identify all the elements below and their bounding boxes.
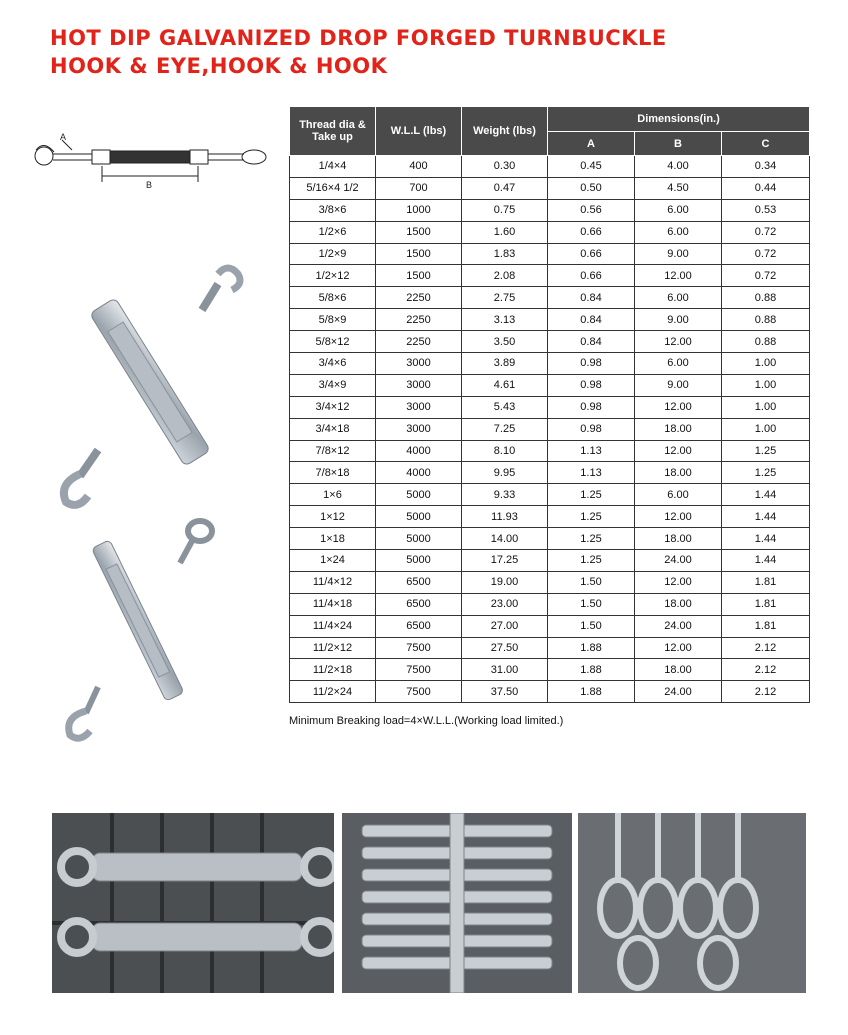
cell-dim-a: 1.13 bbox=[548, 440, 635, 462]
cell-dim-c: 1.25 bbox=[722, 440, 810, 462]
cell-dim-c: 1.44 bbox=[722, 506, 810, 528]
cell-thread: 1/2×12 bbox=[290, 265, 376, 287]
photo-turnbuckle-stack bbox=[342, 813, 572, 993]
cell-weight: 7.25 bbox=[462, 418, 548, 440]
cell-wll: 3000 bbox=[376, 396, 462, 418]
cell-thread: 11/4×18 bbox=[290, 593, 376, 615]
cell-weight: 0.75 bbox=[462, 199, 548, 221]
cell-wll: 6500 bbox=[376, 615, 462, 637]
cell-dim-a: 0.98 bbox=[548, 374, 635, 396]
cell-dim-b: 24.00 bbox=[635, 550, 722, 572]
specification-table bbox=[289, 106, 810, 703]
cell-wll: 3000 bbox=[376, 353, 462, 375]
cell-dim-a: 1.88 bbox=[548, 637, 635, 659]
cell-dim-a: 1.50 bbox=[548, 571, 635, 593]
cell-dim-c: 1.00 bbox=[722, 418, 810, 440]
cell-wll: 2250 bbox=[376, 309, 462, 331]
cell-weight: 31.00 bbox=[462, 659, 548, 681]
cell-dim-b: 9.00 bbox=[635, 243, 722, 265]
cell-thread: 7/8×12 bbox=[290, 440, 376, 462]
cell-dim-b: 6.00 bbox=[635, 287, 722, 309]
header-wll: W.L.L (lbs) bbox=[376, 107, 462, 156]
specification-table-body bbox=[290, 156, 810, 703]
cell-thread: 1×24 bbox=[290, 550, 376, 572]
cell-weight: 37.50 bbox=[462, 681, 548, 703]
cell-dim-c: 2.12 bbox=[722, 659, 810, 681]
table-row bbox=[290, 571, 810, 593]
cell-dim-c: 0.72 bbox=[722, 221, 810, 243]
cell-dim-a: 0.84 bbox=[548, 287, 635, 309]
cell-thread: 11/4×12 bbox=[290, 571, 376, 593]
table-row bbox=[290, 462, 810, 484]
cell-dim-b: 12.00 bbox=[635, 506, 722, 528]
table-row bbox=[290, 331, 810, 353]
cell-weight: 27.00 bbox=[462, 615, 548, 637]
cell-thread: 3/8×6 bbox=[290, 199, 376, 221]
cell-thread: 1/4×4 bbox=[290, 156, 376, 178]
table-row bbox=[290, 353, 810, 375]
header-dim-c: C bbox=[722, 132, 810, 156]
cell-dim-c: 0.88 bbox=[722, 309, 810, 331]
cell-wll: 7500 bbox=[376, 681, 462, 703]
cell-dim-c: 1.00 bbox=[722, 396, 810, 418]
cell-dim-a: 1.50 bbox=[548, 593, 635, 615]
cell-dim-b: 9.00 bbox=[635, 374, 722, 396]
cell-weight: 3.13 bbox=[462, 309, 548, 331]
cell-dim-a: 1.25 bbox=[548, 506, 635, 528]
cell-dim-a: 1.13 bbox=[548, 462, 635, 484]
cell-dim-c: 1.44 bbox=[722, 484, 810, 506]
cell-dim-c: 1.25 bbox=[722, 462, 810, 484]
table-row bbox=[290, 440, 810, 462]
cell-dim-b: 18.00 bbox=[635, 659, 722, 681]
cell-thread: 11/2×18 bbox=[290, 659, 376, 681]
cell-wll: 1500 bbox=[376, 265, 462, 287]
cell-weight: 3.50 bbox=[462, 331, 548, 353]
cell-dim-a: 1.88 bbox=[548, 659, 635, 681]
cell-thread: 5/8×6 bbox=[290, 287, 376, 309]
table-row bbox=[290, 243, 810, 265]
photo-eye-turnbuckles bbox=[578, 813, 806, 993]
title-line-1: HOT DIP GALVANIZED DROP FORGED TURNBUCKLE bbox=[50, 26, 667, 50]
cell-weight: 8.10 bbox=[462, 440, 548, 462]
cell-weight: 9.95 bbox=[462, 462, 548, 484]
cell-dim-c: 1.81 bbox=[722, 593, 810, 615]
cell-dim-b: 12.00 bbox=[635, 637, 722, 659]
cell-wll: 400 bbox=[376, 156, 462, 178]
cell-wll: 1500 bbox=[376, 243, 462, 265]
header-weight: Weight (lbs) bbox=[462, 107, 548, 156]
cell-dim-a: 0.66 bbox=[548, 265, 635, 287]
cell-dim-a: 1.88 bbox=[548, 681, 635, 703]
cell-weight: 27.50 bbox=[462, 637, 548, 659]
cell-dim-b: 6.00 bbox=[635, 221, 722, 243]
cell-thread: 3/4×9 bbox=[290, 374, 376, 396]
cell-thread: 5/8×9 bbox=[290, 309, 376, 331]
cell-dim-b: 12.00 bbox=[635, 440, 722, 462]
cell-dim-c: 0.34 bbox=[722, 156, 810, 178]
cell-thread: 3/4×6 bbox=[290, 353, 376, 375]
cell-weight: 1.60 bbox=[462, 221, 548, 243]
cell-weight: 11.93 bbox=[462, 506, 548, 528]
table-row bbox=[290, 199, 810, 221]
cell-dim-a: 1.25 bbox=[548, 550, 635, 572]
cell-dim-c: 1.81 bbox=[722, 571, 810, 593]
cell-weight: 1.83 bbox=[462, 243, 548, 265]
dimension-label-b: B bbox=[146, 180, 153, 190]
table-row bbox=[290, 506, 810, 528]
table-row bbox=[290, 550, 810, 572]
cell-weight: 23.00 bbox=[462, 593, 548, 615]
cell-weight: 4.61 bbox=[462, 374, 548, 396]
cell-wll: 1000 bbox=[376, 199, 462, 221]
table-row bbox=[290, 287, 810, 309]
dimension-label-a: A bbox=[60, 132, 67, 142]
cell-dim-c: 0.88 bbox=[722, 287, 810, 309]
header-dim-a: A bbox=[548, 132, 635, 156]
cell-dim-a: 0.98 bbox=[548, 396, 635, 418]
cell-thread: 1×6 bbox=[290, 484, 376, 506]
header-dim-b: B bbox=[635, 132, 722, 156]
photo-jaw-turnbuckles bbox=[52, 813, 334, 993]
hook-hook-turnbuckle-image bbox=[40, 262, 280, 512]
cell-dim-c: 0.44 bbox=[722, 177, 810, 199]
cell-dim-a: 1.25 bbox=[548, 528, 635, 550]
cell-wll: 3000 bbox=[376, 374, 462, 396]
cell-dim-a: 0.98 bbox=[548, 418, 635, 440]
cell-dim-a: 0.66 bbox=[548, 221, 635, 243]
cell-dim-c: 1.44 bbox=[722, 528, 810, 550]
cell-dim-b: 9.00 bbox=[635, 309, 722, 331]
cell-thread: 7/8×18 bbox=[290, 462, 376, 484]
cell-thread: 5/16×4 1/2 bbox=[290, 177, 376, 199]
cell-dim-b: 24.00 bbox=[635, 681, 722, 703]
cell-weight: 3.89 bbox=[462, 353, 548, 375]
cell-dim-a: 0.84 bbox=[548, 309, 635, 331]
cell-thread: 1/2×6 bbox=[290, 221, 376, 243]
cell-dim-b: 6.00 bbox=[635, 353, 722, 375]
cell-dim-c: 0.88 bbox=[722, 331, 810, 353]
cell-dim-a: 1.50 bbox=[548, 615, 635, 637]
table-row bbox=[290, 528, 810, 550]
breaking-load-note: Minimum Breaking load=4×W.L.L.(Working load limited.) bbox=[289, 715, 564, 727]
cell-dim-b: 6.00 bbox=[635, 199, 722, 221]
cell-dim-b: 12.00 bbox=[635, 396, 722, 418]
cell-thread: 1×18 bbox=[290, 528, 376, 550]
cell-wll: 5000 bbox=[376, 550, 462, 572]
cell-dim-c: 1.00 bbox=[722, 353, 810, 375]
cell-wll: 2250 bbox=[376, 331, 462, 353]
cell-wll: 1500 bbox=[376, 221, 462, 243]
cell-wll: 2250 bbox=[376, 287, 462, 309]
cell-thread: 1×12 bbox=[290, 506, 376, 528]
header-dimensions: Dimensions(in.) bbox=[548, 107, 810, 132]
cell-wll: 4000 bbox=[376, 462, 462, 484]
cell-dim-b: 24.00 bbox=[635, 615, 722, 637]
cell-dim-a: 0.56 bbox=[548, 199, 635, 221]
cell-dim-b: 6.00 bbox=[635, 484, 722, 506]
cell-thread: 11/4×24 bbox=[290, 615, 376, 637]
cell-wll: 5000 bbox=[376, 484, 462, 506]
cell-wll: 6500 bbox=[376, 593, 462, 615]
table-row bbox=[290, 681, 810, 703]
cell-dim-c: 1.00 bbox=[722, 374, 810, 396]
table-row bbox=[290, 615, 810, 637]
cell-dim-a: 0.84 bbox=[548, 331, 635, 353]
cell-weight: 9.33 bbox=[462, 484, 548, 506]
cell-wll: 7500 bbox=[376, 659, 462, 681]
cell-dim-b: 18.00 bbox=[635, 593, 722, 615]
cell-dim-c: 1.44 bbox=[722, 550, 810, 572]
table-row bbox=[290, 418, 810, 440]
cell-thread: 3/4×18 bbox=[290, 418, 376, 440]
cell-dim-a: 0.50 bbox=[548, 177, 635, 199]
cell-weight: 17.25 bbox=[462, 550, 548, 572]
cell-dim-c: 2.12 bbox=[722, 681, 810, 703]
cell-thread: 5/8×12 bbox=[290, 331, 376, 353]
table-row bbox=[290, 637, 810, 659]
cell-dim-a: 0.66 bbox=[548, 243, 635, 265]
cell-weight: 2.08 bbox=[462, 265, 548, 287]
cell-wll: 5000 bbox=[376, 528, 462, 550]
cell-dim-b: 18.00 bbox=[635, 418, 722, 440]
cell-thread: 3/4×12 bbox=[290, 396, 376, 418]
cell-thread: 11/2×12 bbox=[290, 637, 376, 659]
cell-dim-a: 0.98 bbox=[548, 353, 635, 375]
cell-weight: 5.43 bbox=[462, 396, 548, 418]
table-row bbox=[290, 177, 810, 199]
cell-dim-c: 0.53 bbox=[722, 199, 810, 221]
cell-dim-c: 2.12 bbox=[722, 637, 810, 659]
table-row bbox=[290, 221, 810, 243]
cell-thread: 1/2×9 bbox=[290, 243, 376, 265]
cell-weight: 2.75 bbox=[462, 287, 548, 309]
title-line-2: HOOK & EYE,HOOK & HOOK bbox=[50, 54, 388, 78]
cell-dim-b: 4.50 bbox=[635, 177, 722, 199]
cell-dim-c: 0.72 bbox=[722, 243, 810, 265]
table-row bbox=[290, 396, 810, 418]
cell-dim-a: 0.45 bbox=[548, 156, 635, 178]
cell-weight: 19.00 bbox=[462, 571, 548, 593]
cell-weight: 0.47 bbox=[462, 177, 548, 199]
cell-dim-b: 4.00 bbox=[635, 156, 722, 178]
table-row bbox=[290, 309, 810, 331]
hook-eye-turnbuckle-image bbox=[40, 515, 240, 750]
cell-dim-b: 12.00 bbox=[635, 331, 722, 353]
cell-wll: 4000 bbox=[376, 440, 462, 462]
cell-weight: 14.00 bbox=[462, 528, 548, 550]
cell-weight: 0.30 bbox=[462, 156, 548, 178]
table-row bbox=[290, 593, 810, 615]
table-row bbox=[290, 156, 810, 178]
cell-wll: 5000 bbox=[376, 506, 462, 528]
cell-wll: 700 bbox=[376, 177, 462, 199]
cell-dim-c: 0.72 bbox=[722, 265, 810, 287]
cell-wll: 3000 bbox=[376, 418, 462, 440]
table-row bbox=[290, 265, 810, 287]
cell-dim-c: 1.81 bbox=[722, 615, 810, 637]
cell-wll: 6500 bbox=[376, 571, 462, 593]
header-thread-dia: Thread dia & Take up bbox=[290, 107, 376, 156]
table-row bbox=[290, 659, 810, 681]
cell-dim-b: 18.00 bbox=[635, 528, 722, 550]
cell-dim-b: 12.00 bbox=[635, 265, 722, 287]
turnbuckle-dimension-drawing bbox=[22, 130, 272, 190]
table-row bbox=[290, 484, 810, 506]
cell-thread: 11/2×24 bbox=[290, 681, 376, 703]
table-row bbox=[290, 374, 810, 396]
cell-dim-b: 18.00 bbox=[635, 462, 722, 484]
cell-dim-a: 1.25 bbox=[548, 484, 635, 506]
cell-wll: 7500 bbox=[376, 637, 462, 659]
cell-dim-b: 12.00 bbox=[635, 571, 722, 593]
